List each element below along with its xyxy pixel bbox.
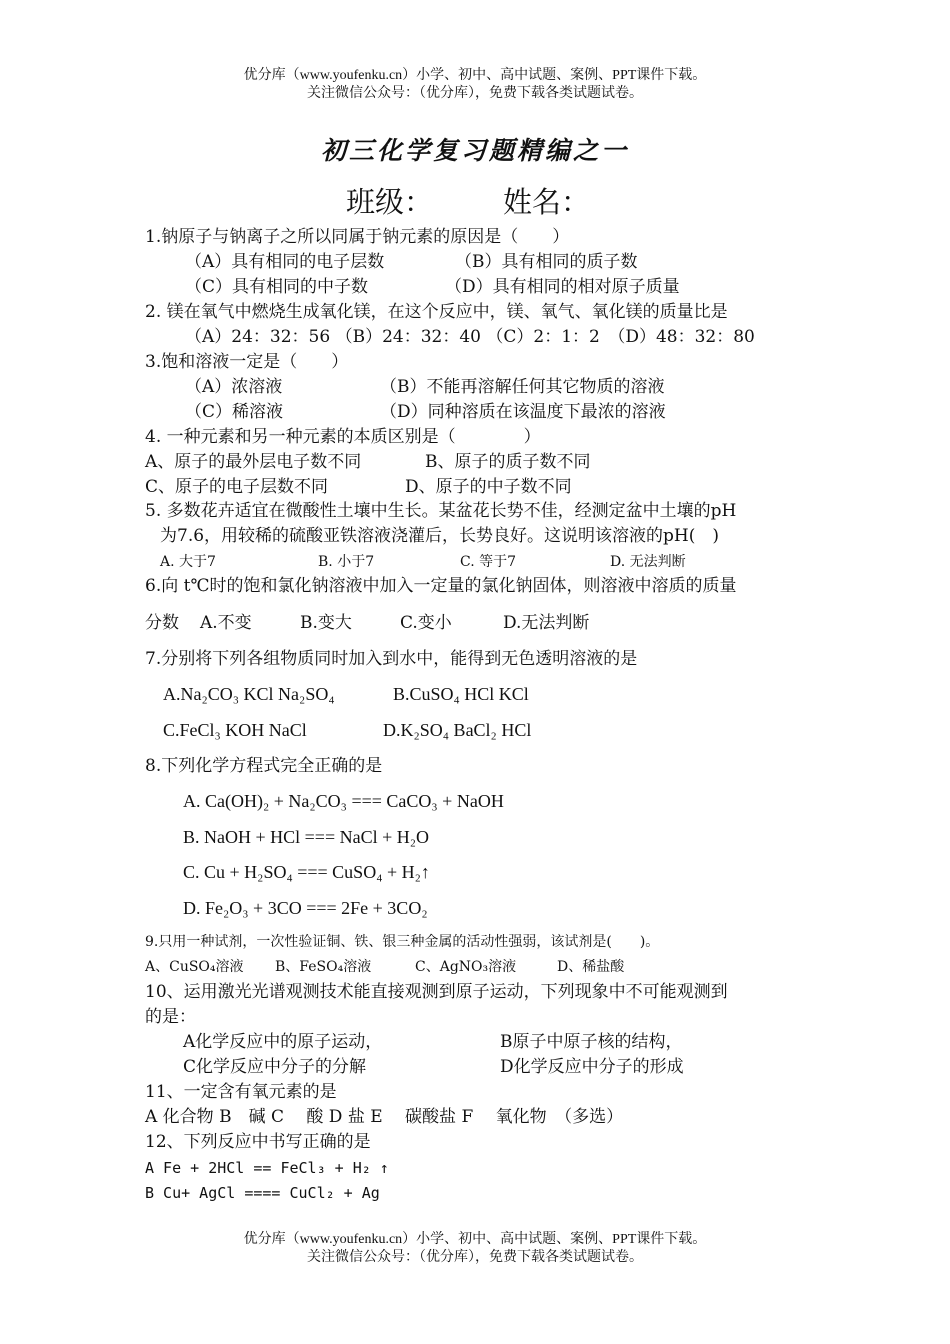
q6-line-1: 6.向 t℃时的饱和氯化钠溶液中加入一定量的氯化钠固体，则溶液中溶质的质量 (145, 576, 737, 596)
header-line-2: 关注微信公众号：（优分库），免费下载各类试题试卷。 (307, 86, 643, 101)
class-name-line (346, 180, 590, 221)
q6-option-a: A.不变 (200, 613, 252, 633)
q12-option-b: B Cu+ AgCl ==== CuCl₂ + Ag (145, 1184, 380, 1202)
q6-option-c: C.变小 (400, 613, 452, 633)
q9-option-a: A、CuSO₄溶液 (145, 959, 244, 975)
q9-option-b: B、FeSO₄溶液 (275, 959, 372, 975)
q7-option-b: B.CuSO₄ HCl KCl (393, 684, 529, 704)
q3-option-b: （B）不能再溶解任何其它物质的溶液 (380, 377, 665, 397)
page-title: 初三化学复习题精编之一 (320, 136, 629, 165)
q3-option-a: （A）浓溶液 (185, 377, 283, 397)
name-label: 姓名： (503, 185, 591, 219)
q11-options: A 化合物 B 碱 C 酸 D 盐 E 碳酸盐 F 氧化物 （多选） (145, 1107, 624, 1127)
q8-stem: 8.下列化学方程式完全正确的是 (145, 756, 383, 776)
q8-option-a: A. Ca(OH)₂ + Na₂CO₃ === CaCO₃ + NaOH (183, 791, 504, 811)
class-label: 班级： (346, 185, 434, 219)
q4-option-c: C、原子的电子层数不同 (145, 477, 329, 497)
q1-option-b: （B）具有相同的质子数 (455, 252, 638, 272)
q2-options: （A）24：32：56 （B）24：32：40 （C）2：1：2 （D）48：32：80 (185, 327, 755, 347)
q9-option-c: C、AgNO₃溶液 (415, 959, 517, 975)
q8-option-c: C. Cu + H₂SO₄ === CuSO₄ + H₂↑ (183, 862, 430, 882)
q3-stem: 3.饱和溶液一定是（ ） (145, 352, 349, 372)
q1-stem: 1.钠原子与钠离子之所以同属于钠元素的原因是（ ） (145, 227, 570, 247)
q5-line-1: 5. 多数花卉适宜在微酸性土壤中生长。某盆花长势不佳，经测定盆中土壤的pH (145, 501, 737, 521)
q10-option-d: D化学反应中分子的形成 (500, 1057, 684, 1077)
q6-option-b: B.变大 (300, 613, 352, 633)
q10-option-b: B原子中原子核的结构， (500, 1032, 683, 1052)
q8-option-b: B. NaOH + HCl === NaCl + H₂O (183, 827, 430, 847)
q5-line-2: 为7.6，用较稀的硫酸亚铁溶液浇灌后，长势良好。这说明该溶液的pH( ) (160, 526, 720, 546)
q11-stem: 11、一定含有氧元素的是 (145, 1082, 337, 1102)
q4-option-a: A、原子的最外层电子数不同 (145, 452, 362, 472)
q1-option-d: （D）具有相同的相对原子质量 (445, 277, 680, 297)
q2-stem: 2. 镁在氧气中燃烧生成氧化镁，在这个反应中，镁、氧气、氧化镁的质量比是 (145, 302, 728, 322)
q3-option-d: （D）同种溶质在该温度下最浓的溶液 (380, 402, 666, 422)
q1-option-c: （C）具有相同的中子数 (185, 277, 369, 297)
q7-stem: 7.分别将下列各组物质同时加入到水中，能得到无色透明溶液的是 (145, 649, 638, 669)
q6-prefix: 分数 (145, 613, 179, 633)
footer-line-2: 关注微信公众号：（优分库），免费下载各类试题试卷。 (307, 1250, 643, 1265)
header-line-1: 优分库（www.youfenku.cn）小学、初中、高中试题、案例、PPT课件下载。 (243, 68, 707, 83)
q5-option-d: D. 无法判断 (610, 554, 686, 570)
q5-option-c: C. 等于7 (460, 554, 517, 570)
q4-option-b: B、原子的质子数不同 (425, 452, 591, 472)
q3-option-c: （C）稀溶液 (185, 402, 284, 422)
q10-line-2: 的是： (145, 1007, 196, 1027)
q7-option-d: D.K₂SO₄ BaCl₂ HCl (383, 720, 532, 740)
q8-option-d: D. Fe₂O₃ + 3CO === 2Fe + 3CO₂ (183, 898, 428, 918)
q4-stem: 4. 一种元素和另一种元素的本质区别是（ ） (145, 427, 541, 447)
q6-option-d: D.无法判断 (503, 613, 590, 633)
q10-option-c: C化学反应中分子的分解 (183, 1057, 367, 1077)
q7-option-c: C.FeCl₃ KOH NaCl (163, 720, 307, 740)
q9-stem: 9.只用一种试剂，一次性验证铜、铁、银三种金属的活动性强弱，该试剂是( )。 (145, 934, 660, 950)
q10-line-1: 10、运用激光光谱观测技术能直接观测到原子运动，下列现象中不可能观测到 (145, 982, 728, 1002)
q12-option-a: A Fe + 2HCl == FeCl₃ + H₂ ↑ (145, 1159, 389, 1177)
q9-option-d: D、稀盐酸 (557, 959, 625, 975)
q12-stem: 12、下列反应中书写正确的是 (145, 1132, 371, 1152)
q1-option-a: （A）具有相同的电子层数 (185, 252, 385, 272)
footer-line-1: 优分库（www.youfenku.cn）小学、初中、高中试题、案例、PPT课件下载。 (243, 1232, 707, 1247)
q4-option-d: D、原子的中子数不同 (405, 477, 572, 497)
q5-option-a: A. 大于7 (160, 554, 216, 570)
q5-option-b: B. 小于7 (318, 554, 375, 570)
q7-option-a: A.Na₂CO₃ KCl Na₂SO₄ (163, 684, 335, 704)
q10-option-a: A化学反应中的原子运动， (183, 1032, 383, 1052)
